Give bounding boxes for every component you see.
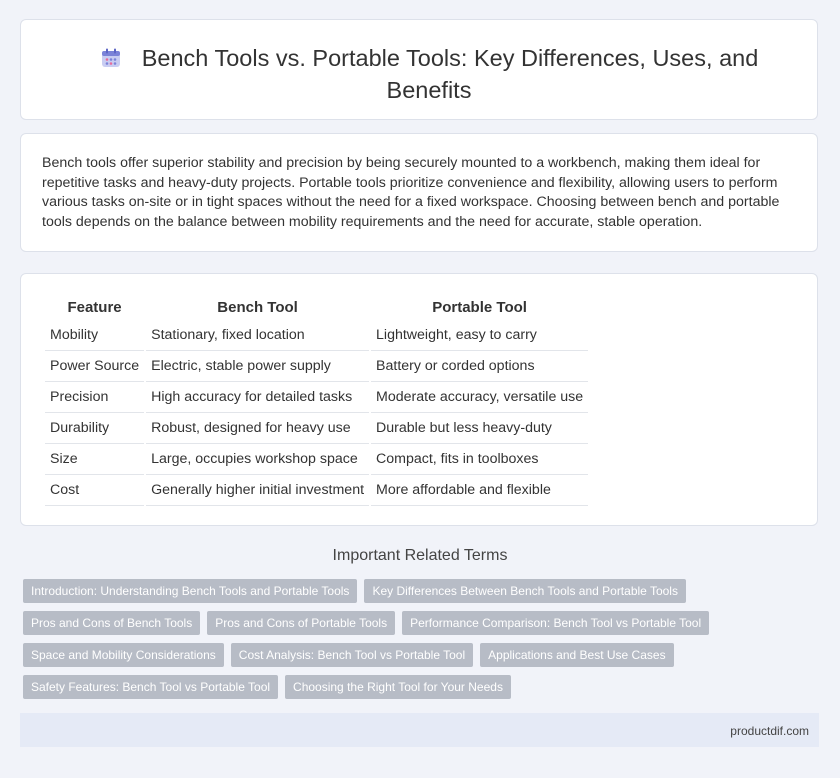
related-term-tag[interactable]: Introduction: Understanding Bench Tools and Portable Tools <box>23 579 357 603</box>
calendar-icon <box>100 47 122 76</box>
page-title <box>81 44 777 105</box>
comparison-table-card <box>20 273 818 526</box>
table-cell: Electric, stable power supply <box>146 351 369 382</box>
related-term-tag[interactable]: Cost Analysis: Bench Tool vs Portable Tool <box>231 643 473 667</box>
table-cell: Cost <box>45 475 144 506</box>
table-cell: Compact, fits in toolboxes <box>371 444 588 475</box>
table-row <box>45 382 588 413</box>
table-cell: Battery or corded options <box>371 351 588 382</box>
table-cell: Stationary, fixed location <box>146 320 369 351</box>
table-cell: Moderate accuracy, versatile use <box>371 382 588 413</box>
table-cell: Generally higher initial investment <box>146 475 369 506</box>
intro-paragraph: Bench tools offer superior stability and precision by being securely mounted to a workbench, making them ideal for repetitive tasks and heavy-duty projects. Portable tools prioritize convenience and flexibility, allowing users to perform various tasks on-site or in tight spaces without the need for a fixed workspace. Choosing between bench and portable tools depends on the balance between mobility requirements and the need for accurate, stable operation. <box>42 155 780 230</box>
related-terms-row <box>23 643 823 667</box>
table-cell: More affordable and flexible <box>371 475 588 506</box>
footer <box>20 713 819 747</box>
column-header: Portable Tool <box>432 299 527 316</box>
comparison-table <box>43 295 590 506</box>
related-term-tag[interactable]: Applications and Best Use Cases <box>480 643 673 667</box>
related-term-tag[interactable]: Key Differences Between Bench Tools and Portable Tools <box>364 579 686 603</box>
table-row <box>45 351 588 382</box>
table-cell: Lightweight, easy to carry <box>371 320 588 351</box>
header-card <box>20 19 818 120</box>
table-cell: Robust, designed for heavy use <box>146 413 369 444</box>
related-term-tag[interactable]: Pros and Cons of Portable Tools <box>207 611 395 635</box>
page-title-text: Bench Tools vs. Portable Tools: Key Differences, Uses, and Benefits <box>141 45 759 103</box>
related-terms-row <box>23 675 823 699</box>
table-cell: Durable but less heavy-duty <box>371 413 588 444</box>
footer-brand: productdif.com <box>730 724 809 738</box>
table-cell: High accuracy for detailed tasks <box>146 382 369 413</box>
related-term-tag[interactable]: Choosing the Right Tool for Your Needs <box>285 675 511 699</box>
table-row <box>45 444 588 475</box>
related-terms-row <box>23 579 823 603</box>
related-term-tag[interactable]: Space and Mobility Considerations <box>23 643 224 667</box>
table-cell: Large, occupies workshop space <box>146 444 369 475</box>
related-term-tag[interactable]: Safety Features: Bench Tool vs Portable Tool <box>23 675 278 699</box>
column-header: Feature <box>67 299 122 316</box>
table-cell: Mobility <box>45 320 144 351</box>
related-term-tag[interactable]: Pros and Cons of Bench Tools <box>23 611 200 635</box>
table-cell: Precision <box>45 382 144 413</box>
table-cell: Size <box>45 444 144 475</box>
table-cell: Durability <box>45 413 144 444</box>
column-header: Bench Tool <box>217 299 298 316</box>
table-row <box>45 413 588 444</box>
related-terms-heading: Important Related Terms <box>332 547 508 564</box>
related-term-tag[interactable]: Performance Comparison: Bench Tool vs Portable Tool <box>402 611 709 635</box>
related-terms-list <box>23 579 823 707</box>
table-header-row <box>45 295 588 320</box>
related-terms-row <box>23 611 823 635</box>
intro-card <box>20 133 818 252</box>
table-row <box>45 475 588 506</box>
table-cell: Power Source <box>45 351 144 382</box>
table-row <box>45 320 588 351</box>
